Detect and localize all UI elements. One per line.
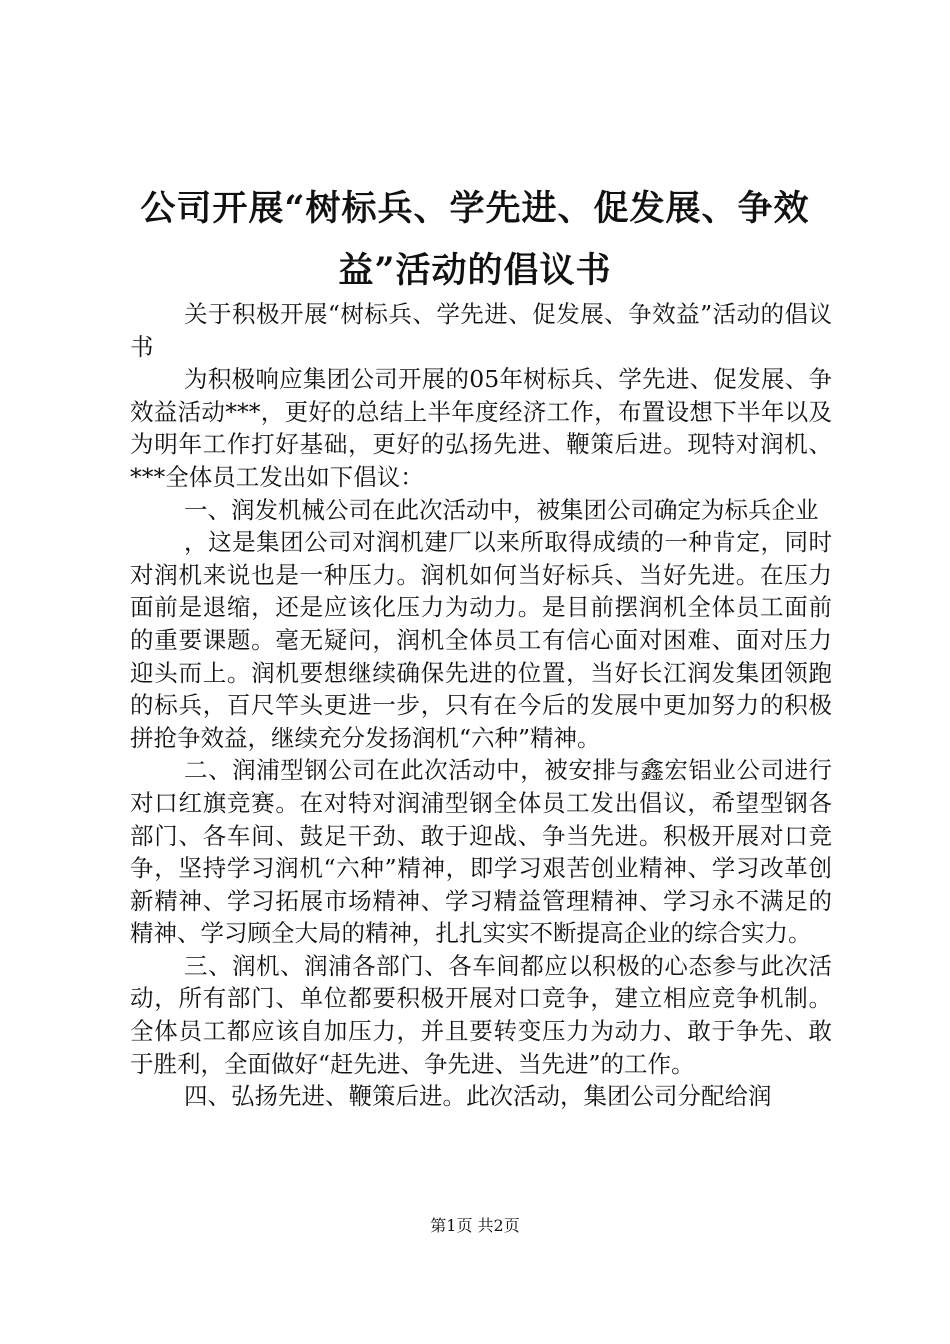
paragraph: 一、润发机械公司在此次活动中，被集团公司确定为标兵企业 (184, 495, 819, 524)
document-title (120, 178, 830, 302)
document-body (130, 298, 832, 1113)
title-line-2: 益”活动的倡议书 (338, 250, 612, 291)
paragraph: 为积极响应集团公司开展的05年树标兵、学先进、促发展、争效益活动***，更好的总结上半年度经济工作，布置设想下半年以及为明年工作打好基础，更好的弘扬先进、鞭策后进。现特对润机、***全体员工发出如下倡议： (130, 365, 832, 491)
paragraph: 三、润机、润浦各部门、各车间都应以积极的心态参与此次活动，所有部门、单位都要积极开展对口竞争，建立相应竞争机制。全体员工都应该自加压力，并且要转变压力为动力、敢于争先、敢于胜利，全面做好“赶先进、争先进、当先进”的工作。 (130, 951, 832, 1078)
paragraph: 二、润浦型钢公司在此次活动中，被安排与鑫宏铝业公司进行对口红旗竞赛。在对特对润浦型钢全体员工发出倡议，希望型钢各部门、各车间、鼓足干劲、敢于迎战、争当先进。积极开展对口竞争，坚持学习润机“六种”精神，即学习艰苦创业精神、学习改革创新精神、学习拓展市场精神、学习精益管理精神、学习永不满足的精神、学习顾全大局的精神，扎扎实实不断提高企业的综合实力。 (130, 756, 832, 948)
paragraph: ，这是集团公司对润机建厂以来所取得成绩的一种肯定，同时对润机来说也是一种压力。润机如何当好标兵、当好先进。在压力面前是退缩，还是应该化压力为动力。是目前摆润机全体员工面前的重要课题。毫无疑问，润机全体员工有信心面对困难、面对压力迎头而上。润机要想继续确保先进的位置，当好长江润发集团领跑的标兵，百尺竿头更进一步，只有在今后的发展中更加努力的积极拼抢争效益，继续充分发扬润机“六种”精神。 (130, 528, 832, 752)
page-number-footer: 第1页 共2页 (430, 1216, 520, 1235)
title-line-1: 公司开展“树标兵、学先进、促发展、争效 (140, 188, 810, 229)
paragraph: 四、弘扬先进、鞭策后进。此次活动，集团公司分配给润 (184, 1082, 772, 1111)
paragraph: 关于积极开展“树标兵、学先进、促发展、争效益”活动的倡议书 (130, 300, 832, 361)
